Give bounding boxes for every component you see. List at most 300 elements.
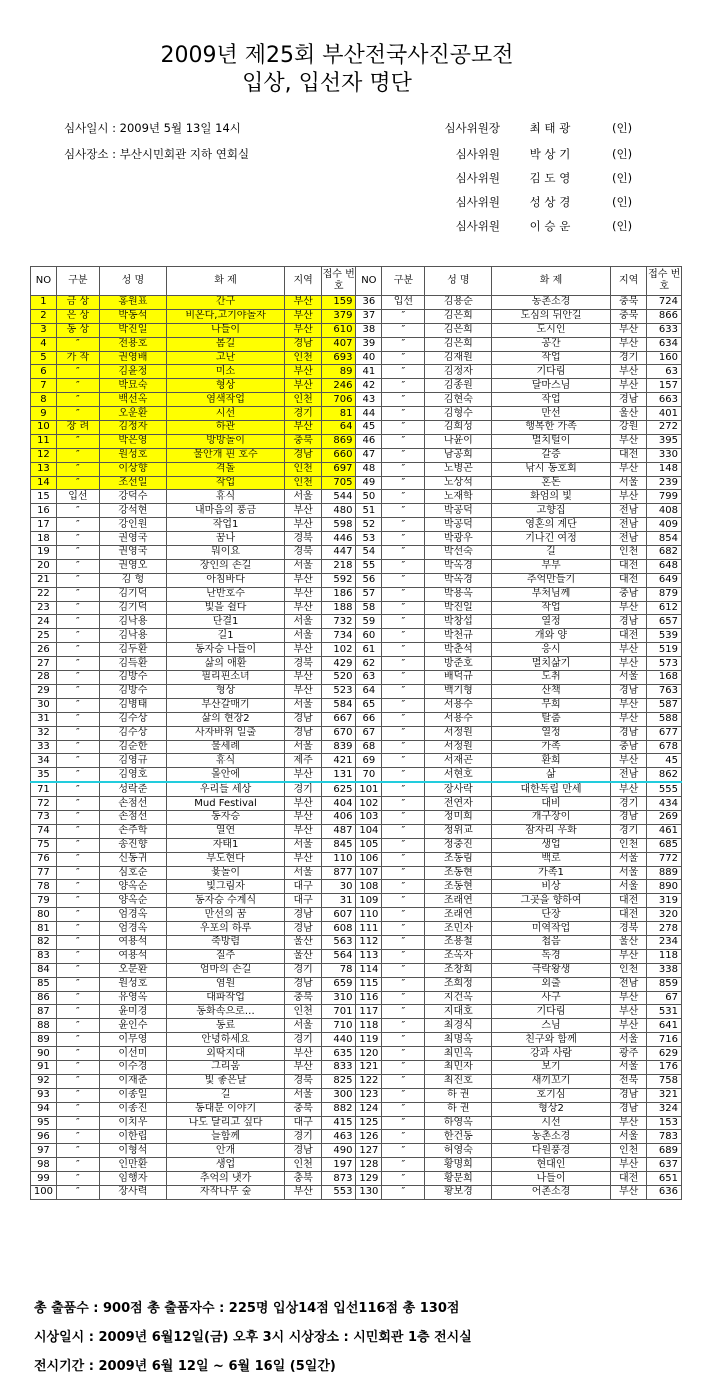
table-row [31, 573, 682, 587]
table-cell: ″ [382, 379, 425, 393]
table-cell: 길 [492, 546, 611, 560]
table-cell: 29 [31, 684, 57, 698]
column-header: 화 제 [166, 267, 285, 296]
table-cell: 103 [356, 810, 382, 824]
table-cell: 조래연 [425, 908, 492, 922]
table-cell: ″ [382, 476, 425, 490]
column-header: 접수 번호 [321, 267, 355, 296]
table-cell: 경기 [285, 1130, 322, 1144]
table-row [31, 880, 682, 894]
table-cell: ″ [382, 1088, 425, 1102]
table-cell: 박공덕 [425, 518, 492, 532]
table-cell: 57 [356, 587, 382, 601]
table-cell: 873 [321, 1172, 355, 1186]
table-cell: 강덕수 [99, 490, 166, 504]
judge-row [420, 218, 680, 234]
table-cell: ″ [382, 1019, 425, 1033]
table-cell: ″ [56, 1172, 99, 1186]
table-cell: 김영호 [99, 768, 166, 782]
table-cell: 비상 [492, 880, 611, 894]
table-cell: 48 [356, 462, 382, 476]
table-cell: 587 [647, 698, 682, 712]
table-row [31, 657, 682, 671]
table-cell: 경남 [285, 712, 322, 726]
table-cell: 53 [356, 532, 382, 546]
column-header: NO [356, 267, 382, 296]
table-cell: ″ [56, 379, 99, 393]
table-row [31, 797, 682, 811]
table-cell: 조래연 [425, 894, 492, 908]
table-cell: 127 [356, 1144, 382, 1158]
table-cell: 서정원 [425, 740, 492, 754]
table-cell: 이선미 [99, 1047, 166, 1061]
table-cell: ″ [56, 337, 99, 351]
table-cell: 889 [647, 866, 682, 880]
table-cell: 동대문 이야기 [166, 1102, 285, 1116]
table-cell: 102 [356, 797, 382, 811]
table-cell: 68 [356, 740, 382, 754]
table-cell: 생업 [166, 1158, 285, 1172]
table-cell: 백로 [492, 852, 611, 866]
table-cell: 전북 [610, 1074, 647, 1088]
judge-name: 최 태 광 [529, 121, 571, 135]
table-cell: 446 [321, 532, 355, 546]
table-cell: 대비 [492, 797, 611, 811]
table-cell: 125 [356, 1116, 382, 1130]
table-cell: 401 [647, 407, 682, 421]
table-cell: 598 [321, 518, 355, 532]
table-row [31, 393, 682, 407]
table-cell: 4 [31, 337, 57, 351]
table-cell: 407 [321, 337, 355, 351]
table-cell: 강과 사람 [492, 1047, 611, 1061]
table-cell: 기나긴 여정 [492, 532, 611, 546]
table-cell: 126 [356, 1130, 382, 1144]
judge-name: 이 승 운 [529, 219, 571, 233]
table-cell: 635 [321, 1047, 355, 1061]
table-cell: 부산 [610, 490, 647, 504]
table-cell: 정위교 [425, 824, 492, 838]
table-cell: 삶의 애환 [166, 657, 285, 671]
table-cell: 395 [647, 434, 682, 448]
table-cell: 생업 [492, 838, 611, 852]
table-cell: 박동석 [99, 309, 166, 323]
table-row [31, 601, 682, 615]
table-cell: 고향집 [492, 504, 611, 518]
table-row [31, 462, 682, 476]
table-cell: ″ [56, 407, 99, 421]
table-cell: ″ [382, 504, 425, 518]
table-row [31, 949, 682, 963]
table-cell: 노재학 [425, 490, 492, 504]
table-cell: 장 려 [56, 421, 99, 435]
table-cell: 825 [321, 1074, 355, 1088]
table-cell: 30 [321, 880, 355, 894]
table-cell: 가족1 [492, 866, 611, 880]
table-cell: 산책 [492, 684, 611, 698]
table-cell: 김용순 [425, 296, 492, 310]
table-cell: 작업 [492, 393, 611, 407]
table-cell: 234 [647, 935, 682, 949]
table-cell: 서울 [285, 740, 322, 754]
table-cell: 이무영 [99, 1033, 166, 1047]
table-cell: 20 [31, 559, 57, 573]
table-cell: 31 [321, 894, 355, 908]
table-cell: 608 [321, 922, 355, 936]
table-cell: 부처님께 [492, 587, 611, 601]
table-row [31, 351, 682, 365]
table-cell: 유영옥 [99, 991, 166, 1005]
table-cell: 조동현 [425, 866, 492, 880]
table-cell: 176 [647, 1060, 682, 1074]
table-row [31, 754, 682, 768]
table-row [31, 1074, 682, 1088]
table-cell: 양옥순 [99, 880, 166, 894]
table-cell: 115 [356, 977, 382, 991]
table-row [31, 615, 682, 629]
column-header: 구분 [56, 267, 99, 296]
table-cell: 563 [321, 935, 355, 949]
table-cell: 42 [356, 379, 382, 393]
table-cell: 서울 [610, 866, 647, 880]
table-cell: 부산 [285, 768, 322, 782]
table-cell: 도시인 [492, 323, 611, 337]
table-cell: 경기 [285, 782, 322, 796]
table-cell: 188 [321, 601, 355, 615]
table-cell: 열연 [166, 824, 285, 838]
table-cell: 경북 [285, 532, 322, 546]
table-cell: 6 [31, 365, 57, 379]
table-cell: 경남 [285, 448, 322, 462]
table-cell: 백기형 [425, 684, 492, 698]
table-cell: 추억의 냇가 [166, 1172, 285, 1186]
table-cell: 130 [356, 1186, 382, 1200]
table-cell: 25 [31, 629, 57, 643]
table-cell: 부산 [610, 698, 647, 712]
table-cell: ″ [56, 810, 99, 824]
table-cell: 인천 [285, 476, 322, 490]
table-cell: 47 [356, 448, 382, 462]
table-cell: 584 [321, 698, 355, 712]
table-cell: 울산 [285, 935, 322, 949]
table-cell: 45 [356, 421, 382, 435]
table-row [31, 852, 682, 866]
table-cell: 129 [356, 1172, 382, 1186]
table-cell: 경기 [610, 351, 647, 365]
table-cell: 경북 [285, 657, 322, 671]
table-cell: 부산 [285, 323, 322, 337]
table-cell: 엄마의 손길 [166, 963, 285, 977]
summary-exhibition: 전시기간 : 2009년 6월 12일 ~ 6월 16일 (5일간) [34, 1359, 336, 1374]
table-cell: 권영오 [99, 559, 166, 573]
table-cell: 75 [31, 838, 57, 852]
table-cell: 충북 [285, 1102, 322, 1116]
table-cell: ″ [56, 797, 99, 811]
judge-name: 성 상 경 [529, 195, 571, 209]
table-cell: 환희 [492, 754, 611, 768]
table-cell: 염색작업 [166, 393, 285, 407]
table-cell: 대구 [285, 894, 322, 908]
table-cell: 186 [321, 587, 355, 601]
table-cell: 116 [356, 991, 382, 1005]
table-cell: 58 [356, 601, 382, 615]
table-cell: ″ [382, 977, 425, 991]
table-row [31, 490, 682, 504]
table-cell: 배덕규 [425, 671, 492, 685]
table-cell: 49 [356, 476, 382, 490]
table-cell: 153 [647, 1116, 682, 1130]
judge-seal: (인) [612, 219, 633, 233]
table-cell: 서울 [285, 490, 322, 504]
table-cell: 경남 [610, 1088, 647, 1102]
table-cell: ″ [56, 880, 99, 894]
table-cell: 김형수 [425, 407, 492, 421]
table-cell: ″ [56, 949, 99, 963]
table-cell: 110 [356, 908, 382, 922]
table-cell: ″ [56, 712, 99, 726]
table-cell: ″ [56, 643, 99, 657]
table-cell: 전남 [610, 504, 647, 518]
table-row [31, 323, 682, 337]
table-cell: 부산 [285, 587, 322, 601]
table-cell: 109 [356, 894, 382, 908]
table-cell: 김방수 [99, 671, 166, 685]
table-row [31, 1158, 682, 1172]
table-cell: 651 [647, 1172, 682, 1186]
table-header [31, 267, 682, 296]
table-cell: ″ [56, 1074, 99, 1088]
table-cell: 간구 [166, 296, 285, 310]
table-cell: 83 [31, 949, 57, 963]
table-cell: 부산 [285, 1186, 322, 1200]
table-cell: ″ [382, 782, 425, 796]
table-cell: ″ [56, 1060, 99, 1074]
table-cell: 독경 [492, 949, 611, 963]
table-cell: ″ [382, 351, 425, 365]
table-cell: ″ [382, 1005, 425, 1019]
summary-ceremony: 시상일시 : 2009년 6월12일(금) 오후 3시 시상장소 : 시민회관 1층 전시실 [34, 1330, 472, 1345]
table-cell: 246 [321, 379, 355, 393]
table-cell: 319 [647, 894, 682, 908]
table-cell: 열정 [492, 726, 611, 740]
table-cell: 이종일 [99, 1088, 166, 1102]
table-cell: 임행자 [99, 1172, 166, 1186]
table-cell: 324 [647, 1102, 682, 1116]
table-cell: ″ [56, 462, 99, 476]
table-cell: 물세례 [166, 740, 285, 754]
table-cell: 나들이 [492, 1172, 611, 1186]
table-cell: 사구 [492, 991, 611, 1005]
table-cell: 경남 [285, 337, 322, 351]
table-cell: 부산 [610, 434, 647, 448]
table-cell: 487 [321, 824, 355, 838]
table-cell: 338 [647, 963, 682, 977]
table-cell: 67 [356, 726, 382, 740]
table-cell: ″ [382, 559, 425, 573]
table-cell: 부산 [285, 296, 322, 310]
table-cell: 564 [321, 949, 355, 963]
table-cell: 269 [647, 810, 682, 824]
column-header: 구분 [382, 267, 425, 296]
table-cell: 부산 [610, 643, 647, 657]
table-cell: 우리들 세상 [166, 782, 285, 796]
table-cell: 조옥자 [425, 949, 492, 963]
table-cell: 오운환 [99, 407, 166, 421]
table-cell: 648 [647, 559, 682, 573]
table-cell: 63 [356, 671, 382, 685]
table-cell: 박공덕 [425, 504, 492, 518]
table-cell: 경남 [610, 810, 647, 824]
table-cell: 안녕하세요 [166, 1033, 285, 1047]
table-cell: 인만환 [99, 1158, 166, 1172]
table-row [31, 476, 682, 490]
table-cell: 김은희 [425, 323, 492, 337]
table-cell: 휴식 [166, 754, 285, 768]
table-cell: 18 [31, 532, 57, 546]
column-header: 성 명 [99, 267, 166, 296]
table-cell: 김병태 [99, 698, 166, 712]
table-cell: 716 [647, 1033, 682, 1047]
table-cell: ″ [382, 1172, 425, 1186]
table-cell: 조선일 [99, 476, 166, 490]
table-row [31, 296, 682, 310]
table-cell: ″ [56, 629, 99, 643]
table-cell: 13 [31, 462, 57, 476]
table-cell: 부산 [285, 518, 322, 532]
table-cell: 여용석 [99, 949, 166, 963]
table-cell: 형상 [166, 379, 285, 393]
table-row [31, 587, 682, 601]
table-cell: 부산 [285, 810, 322, 824]
table-cell: 95 [31, 1116, 57, 1130]
table-cell: 633 [647, 323, 682, 337]
table-cell: 92 [31, 1074, 57, 1088]
table-cell: ″ [56, 963, 99, 977]
table-cell: ″ [382, 908, 425, 922]
table-cell: 박묘숙 [99, 379, 166, 393]
column-header: 성 명 [425, 267, 492, 296]
table-cell: 전연자 [425, 797, 492, 811]
table-cell: 엄경옥 [99, 908, 166, 922]
table-cell: 박천규 [425, 629, 492, 643]
table-cell: 김득환 [99, 657, 166, 671]
table-cell: 519 [647, 643, 682, 657]
table-cell: 입선 [56, 490, 99, 504]
table-cell: 현대인 [492, 1158, 611, 1172]
table-cell: 경기 [285, 407, 322, 421]
table-cell: 울산 [610, 407, 647, 421]
table-cell: ″ [382, 1033, 425, 1047]
table-cell: 손점선 [99, 797, 166, 811]
table-cell: 1 [31, 296, 57, 310]
table-cell: 조동림 [425, 852, 492, 866]
table-cell: 74 [31, 824, 57, 838]
table-row [31, 698, 682, 712]
table-cell: 46 [356, 434, 382, 448]
table-row [31, 629, 682, 643]
table-cell: 외출 [492, 977, 611, 991]
table-cell: 부산 [285, 852, 322, 866]
table-cell: ″ [382, 434, 425, 448]
table-cell: 54 [356, 546, 382, 560]
table-cell: ″ [382, 407, 425, 421]
table-cell: ″ [382, 546, 425, 560]
table-cell: 탈춤 [492, 712, 611, 726]
table-cell: 64 [321, 421, 355, 435]
table-cell: 정충진 [425, 838, 492, 852]
table-cell: ″ [382, 462, 425, 476]
table-cell: ″ [56, 1186, 99, 1200]
table-cell: ″ [56, 698, 99, 712]
table-cell: 동 상 [56, 323, 99, 337]
table-cell: 경남 [285, 977, 322, 991]
table-cell: 동자승 나들이 [166, 643, 285, 657]
table-cell: 인천 [610, 546, 647, 560]
table-cell: 서울 [285, 838, 322, 852]
table-cell: 울산 [285, 949, 322, 963]
table-row [31, 1088, 682, 1102]
table-cell: 부산 [285, 643, 322, 657]
table-cell: 부산 [285, 824, 322, 838]
table-cell: 권영국 [99, 546, 166, 560]
table-cell: 14 [31, 476, 57, 490]
table-row [31, 309, 682, 323]
table-cell: ″ [56, 1019, 99, 1033]
table-cell: 440 [321, 1033, 355, 1047]
table-cell: ″ [382, 587, 425, 601]
table-cell: 239 [647, 476, 682, 490]
table-cell: 520 [321, 671, 355, 685]
table-cell: 41 [356, 365, 382, 379]
table-cell: 854 [647, 532, 682, 546]
table-cell: ″ [56, 726, 99, 740]
table-cell: ″ [382, 337, 425, 351]
table-cell: 오문환 [99, 963, 166, 977]
table-cell: ″ [382, 880, 425, 894]
table-cell: 강석현 [99, 504, 166, 518]
table-cell: 23 [31, 601, 57, 615]
table-cell: 서울 [610, 476, 647, 490]
table-cell: 양옥순 [99, 894, 166, 908]
table-cell: 78 [321, 963, 355, 977]
table-cell: 55 [356, 559, 382, 573]
table-cell: 833 [321, 1060, 355, 1074]
table-cell: 7 [31, 379, 57, 393]
table-cell: ″ [382, 490, 425, 504]
table-cell: ″ [56, 393, 99, 407]
table-cell: 592 [321, 573, 355, 587]
table-cell: 서울 [285, 1019, 322, 1033]
table-cell: 34 [31, 754, 57, 768]
judge-role: 심사위원 [455, 147, 500, 161]
table-cell: 강인원 [99, 518, 166, 532]
table-cell: 799 [647, 490, 682, 504]
page-title: 2009년 제25회 부산전국사진공모전 [160, 43, 514, 68]
table-row [31, 518, 682, 532]
table-cell: 경남 [610, 726, 647, 740]
table-cell: 110 [321, 852, 355, 866]
table-cell: 뭐이요 [166, 546, 285, 560]
table-cell: 862 [647, 768, 682, 782]
table-cell: 자작나무 숲 [166, 1186, 285, 1200]
table-cell: 심호순 [99, 866, 166, 880]
table-cell: 부산 [610, 754, 647, 768]
table-cell: 개와 양 [492, 629, 611, 643]
table-cell: 117 [356, 1005, 382, 1019]
table-cell: 706 [321, 393, 355, 407]
table-cell: 최민자 [425, 1060, 492, 1074]
table-cell: ″ [56, 1033, 99, 1047]
